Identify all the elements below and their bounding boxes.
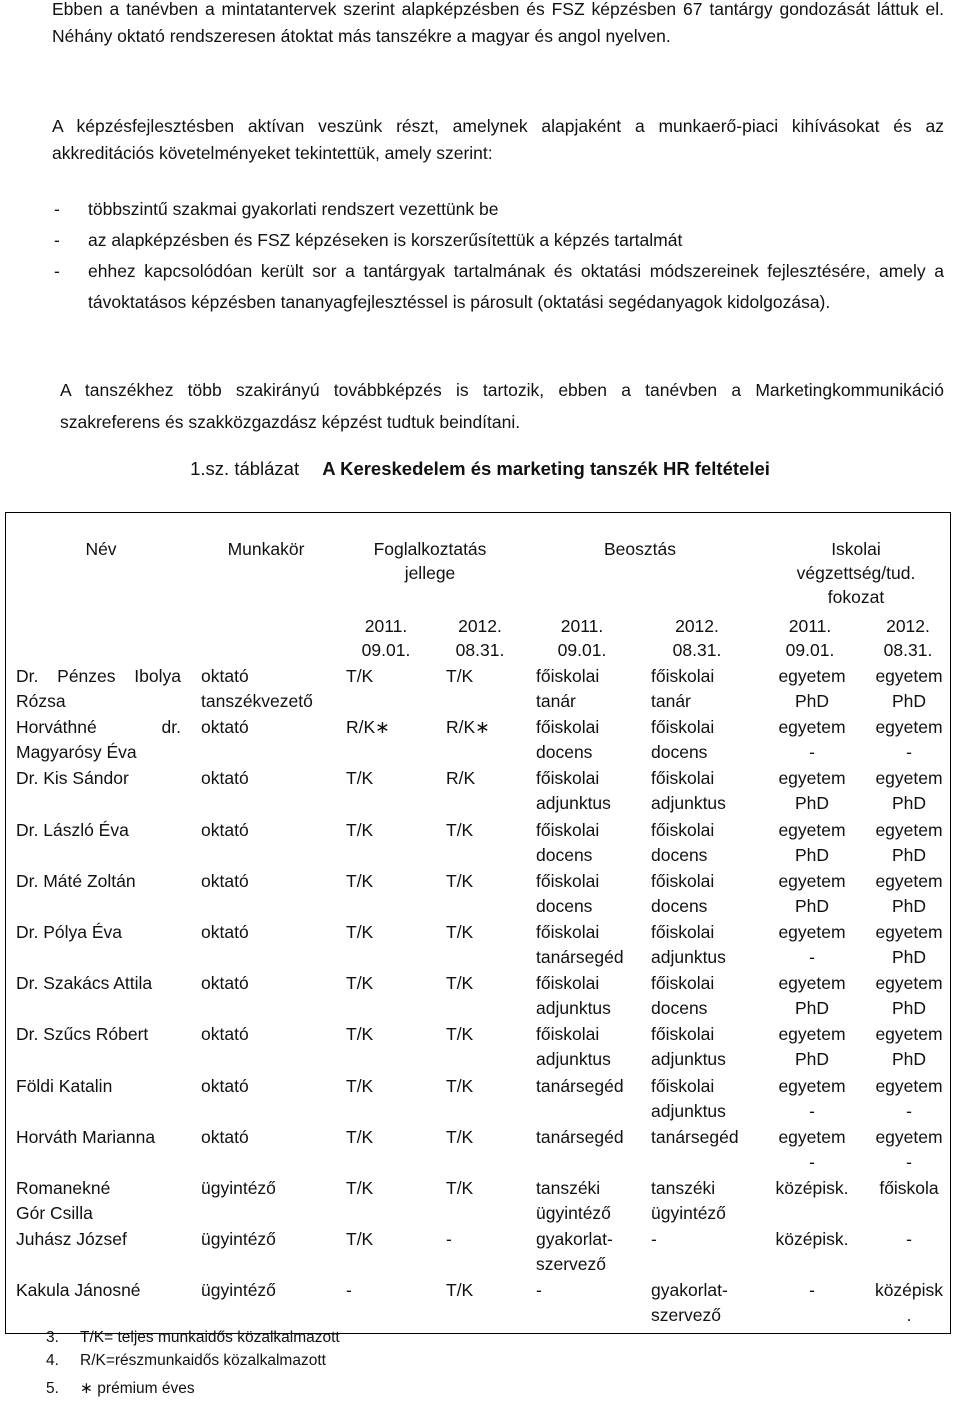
cell-job: oktató <box>201 768 249 789</box>
cell-pos-2011: tanársegéd <box>536 1126 624 1147</box>
table-title: A Kereskedelem és marketing tanszék HR feltételei <box>322 458 770 479</box>
cell-edu-2012: egyetem PhD <box>875 1024 943 1070</box>
cell-pos-2012: főiskolai docens <box>651 717 715 763</box>
cell-name: Dr. Máté Zoltán <box>16 870 136 891</box>
cell-pos-2012: főiskolai adjunktus <box>651 922 726 967</box>
date-pos-2011: 2011. 09.01. <box>557 616 607 660</box>
cell-emp-2011: R/K∗ <box>346 717 390 738</box>
cell-emp-2011: T/K <box>346 922 374 942</box>
cell-edu-2011: egyetem PhD <box>778 973 846 1019</box>
cell-name: Dr. Pénzes Ibolya Rózsa <box>16 666 181 711</box>
cell-edu-2011: - <box>809 1280 815 1301</box>
cell-edu-2011: egyetem - <box>778 717 846 763</box>
cell-name: Romanekné Gór Csilla <box>16 1178 111 1223</box>
cell-pos-2011: főiskolai docens <box>536 870 600 916</box>
cell-emp-2012: T/K <box>446 1178 474 1198</box>
list-item: - az alapképzésben és FSZ képzéseken is korszerűsítettük a képzés tartalmát <box>52 225 944 256</box>
cell-name: Kakula Jánosné <box>16 1280 141 1301</box>
cell-pos-2011: tanársegéd <box>536 1075 624 1096</box>
cell-emp-2012: R/K <box>446 768 476 789</box>
bullet-marker: - <box>54 230 60 250</box>
bullet-marker: - <box>54 199 60 219</box>
cell-emp-2011: T/K <box>346 1178 374 1198</box>
cell-name: Dr. Szakács Attila <box>16 973 153 994</box>
cell-emp-2011: T/K <box>346 1126 374 1147</box>
cell-pos-2012: főiskolai docens <box>651 973 715 1019</box>
cell-pos-2012: gyakorlat- szervező <box>651 1280 728 1326</box>
cell-pos-2011: tanszéki ügyintéző <box>536 1178 611 1223</box>
header-position: Beosztás <box>604 539 676 559</box>
intro-paragraph: Ebben a tanévben a mintatantervek szerint alapképzésben és FSZ képzésben 67 tantárgy gondozását láttuk el. Néhány oktató rendszeresen átoktat más tanszékre a magyar és angol nyelven. <box>52 0 944 46</box>
cell-edu-2011: egyetem PhD <box>778 870 846 916</box>
cell-edu-2011: egyetem PhD <box>778 666 846 711</box>
list-item: - ehhez kapcsolódóan került sor a tantárgyak tartalmának és oktatási módszereinek fejlesztésére, amely a távoktatásos képzésben tananyagfejlesztéssel is párosult (oktatási segédanyagok kidolgozása). <box>52 256 944 318</box>
cell-edu-2011: egyetem - <box>778 1075 846 1121</box>
cell-name: Dr. Kis Sándor <box>16 768 129 789</box>
cell-pos-2012: tanszéki ügyintéző <box>651 1178 726 1223</box>
cell-edu-2012: egyetem - <box>875 1075 943 1121</box>
cell-emp-2011: - <box>346 1280 352 1301</box>
date-emp-2012: 2012. 08.31. <box>455 616 505 660</box>
cell-job: oktató <box>201 717 249 738</box>
cell-pos-2012: főiskolai docens <box>651 819 715 865</box>
cell-emp-2012: T/K <box>446 819 474 840</box>
list-item: - többszintű szakmai gyakorlati rendszert vezettünk be <box>52 194 944 225</box>
training-paragraph: A tanszékhez több szakirányú továbbképzés is tartozik, ebben a tanévben a Marketingkommunikáció szakreferens és szakközgazdász képzést tudtuk beindítani. <box>60 380 944 432</box>
cell-edu-2011: egyetem - <box>778 922 846 967</box>
date-pos-2012: 2012. 08.31. <box>672 616 722 660</box>
cell-pos-2012: főiskolai docens <box>651 870 715 916</box>
cell-job: oktató <box>201 1024 249 1045</box>
cell-emp-2012: T/K <box>446 870 474 891</box>
cell-edu-2012: középisk . <box>874 1280 944 1326</box>
cell-emp-2012: T/K <box>446 1075 474 1096</box>
cell-edu-2012: egyetem PhD <box>875 666 943 711</box>
cell-emp-2012: R/K∗ <box>446 717 490 738</box>
footnote: 3. T/K= teljes munkaidős közalkalmazott <box>46 1329 340 1346</box>
header-education: Iskolai végzettség/tud. fokozat <box>796 539 916 607</box>
cell-pos-2011: főiskolai adjunktus <box>536 973 611 1019</box>
cell-emp-2012: T/K <box>446 666 474 686</box>
cell-edu-2011: egyetem - <box>778 1126 846 1172</box>
cell-edu-2012: egyetem - <box>875 1126 943 1172</box>
cell-name: Dr. László Éva <box>16 819 129 840</box>
header-name: Név <box>85 539 117 559</box>
header-employment: Foglalkoztatás jellege <box>373 539 487 583</box>
cell-emp-2011: T/K <box>346 1024 374 1045</box>
cell-edu-2011: egyetem PhD <box>778 768 846 814</box>
cell-edu-2011: egyetem PhD <box>778 819 846 865</box>
cell-edu-2011: középisk. <box>775 1229 849 1250</box>
cell-job: oktató <box>201 870 249 891</box>
cell-edu-2012: egyetem PhD <box>875 870 943 916</box>
cell-job: oktató <box>201 819 249 840</box>
cell-emp-2012: - <box>446 1229 452 1250</box>
cell-job: oktató <box>201 922 249 942</box>
cell-name: Földi Katalin <box>16 1075 113 1096</box>
cell-pos-2011: főiskolai docens <box>536 819 600 865</box>
cell-emp-2011: T/K <box>346 768 374 789</box>
cell-pos-2012: tanársegéd <box>651 1126 739 1147</box>
date-edu-2011: 2011. 09.01. <box>785 616 835 660</box>
cell-emp-2011: T/K <box>346 870 374 891</box>
cell-pos-2011: főiskolai adjunktus <box>536 768 611 814</box>
cell-pos-2011: gyakorlat- szervező <box>536 1229 613 1275</box>
cell-edu-2012: egyetem PhD <box>875 973 943 1019</box>
cell-emp-2012: T/K <box>446 922 474 942</box>
cell-edu-2012: egyetem - <box>875 717 943 763</box>
cell-job: oktató tanszékvezető <box>201 666 313 711</box>
cell-edu-2011: egyetem PhD <box>778 1024 846 1070</box>
cell-name: Dr. Szűcs Róbert <box>16 1024 149 1045</box>
cell-edu-2012: főiskola <box>879 1178 939 1198</box>
header-job: Munkakör <box>227 539 305 559</box>
date-edu-2012: 2012. 08.31. <box>883 616 933 660</box>
cell-pos-2011: főiskolai docens <box>536 717 600 763</box>
footnote: 5. ∗ prémium éves <box>46 1380 195 1397</box>
cell-edu-2012: egyetem PhD <box>875 819 943 865</box>
cell-pos-2012: főiskolai adjunktus <box>651 768 726 814</box>
cell-job: ügyintéző <box>201 1178 276 1198</box>
table-number: 1.sz. táblázat <box>190 458 300 479</box>
cell-pos-2011: főiskolai adjunktus <box>536 1024 611 1070</box>
cell-edu-2011: középisk. <box>775 1178 849 1198</box>
footnote: 4. R/K=részmunkaidős közalkalmazott <box>46 1352 326 1369</box>
table-caption <box>0 458 960 480</box>
cell-job: ügyintéző <box>201 1280 276 1301</box>
cell-emp-2012: T/K <box>446 973 474 994</box>
cell-edu-2012: - <box>906 1229 912 1250</box>
cell-edu-2012: egyetem PhD <box>875 768 943 814</box>
cell-name: Horváth Marianna <box>16 1126 156 1147</box>
cell-emp-2011: T/K <box>346 666 374 686</box>
cell-job: ügyintéző <box>201 1229 276 1250</box>
cell-emp-2011: T/K <box>346 973 374 994</box>
cell-emp-2012: T/K <box>446 1280 474 1301</box>
cell-pos-2011: főiskolai tanársegéd <box>536 922 624 967</box>
cell-emp-2012: T/K <box>446 1024 474 1045</box>
footnotes <box>46 1326 340 1400</box>
hr-table <box>5 512 951 1334</box>
bullet-marker: - <box>54 261 60 281</box>
cell-name: Horváthné dr. Magyarósy Éva <box>16 717 181 763</box>
cell-job: oktató <box>201 973 249 994</box>
cell-emp-2011: T/K <box>346 1229 374 1250</box>
cell-job: oktató <box>201 1126 249 1147</box>
development-paragraph: A képzésfejlesztésben aktívan veszünk részt, amelynek alapjaként a munkaerő-piaci kihívásokat és az akkreditációs követelményeket tekintettük, amely szerint: <box>52 116 944 163</box>
development-list <box>52 194 944 318</box>
cell-job: oktató <box>201 1075 249 1096</box>
cell-pos-2011: főiskolai tanár <box>536 666 600 711</box>
cell-emp-2011: T/K <box>346 1075 374 1096</box>
cell-emp-2012: T/K <box>446 1126 474 1147</box>
cell-edu-2012: egyetem PhD <box>875 922 943 967</box>
cell-pos-2012: főiskolai adjunktus <box>651 1075 726 1121</box>
cell-pos-2012: - <box>651 1229 657 1250</box>
cell-pos-2012: főiskolai adjunktus <box>651 1024 726 1070</box>
date-emp-2011: 2011. 09.01. <box>361 616 411 660</box>
cell-name: Juhász József <box>16 1229 127 1250</box>
cell-pos-2012: főiskolai tanár <box>651 666 715 711</box>
cell-pos-2011: - <box>536 1280 542 1301</box>
cell-emp-2011: T/K <box>346 819 374 840</box>
cell-name: Dr. Pólya Éva <box>16 922 123 942</box>
